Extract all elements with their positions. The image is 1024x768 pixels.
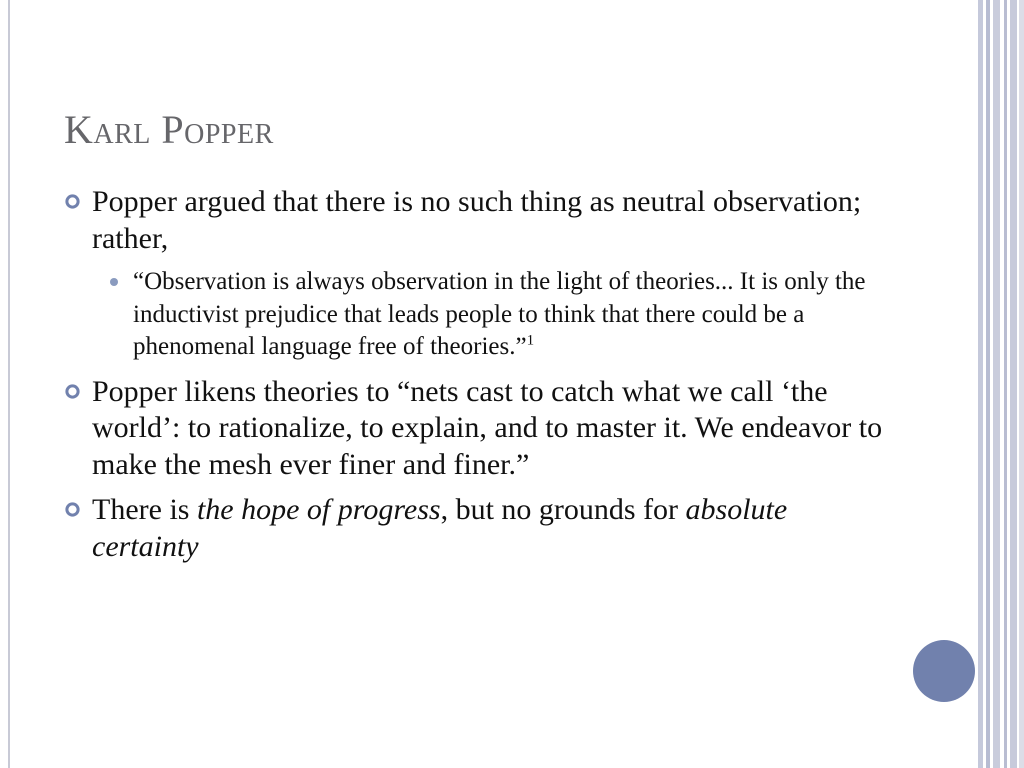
dot-bullet-icon — [110, 278, 118, 286]
left-border-line — [8, 0, 10, 768]
right-stripe — [1004, 0, 1007, 768]
right-stripe — [978, 0, 983, 768]
footnote-marker: 1 — [526, 332, 535, 349]
right-stripe — [1010, 0, 1017, 768]
emphasis-absolute-certainty: absolute certainty — [92, 493, 788, 563]
ring-bullet-icon — [64, 383, 81, 400]
slide-content — [64, 184, 884, 574]
right-stripe — [1019, 0, 1024, 768]
quote-text: “Observation is always observation in the light of theories... It is only the inductivist prejudice that leads people to think that there could be a phenomenal language free of theories.” — [133, 268, 866, 360]
right-stripe — [986, 0, 990, 768]
right-stripe — [993, 0, 1000, 768]
bullet-text-mid: , but no grounds for — [440, 493, 686, 526]
bullet-text-pre: There is — [92, 493, 197, 526]
ring-bullet-icon — [64, 501, 81, 518]
bullet-item — [64, 374, 884, 484]
sub-bullet-item — [92, 266, 884, 364]
right-decoration-band — [978, 0, 1024, 768]
bullet-text: Popper argued that there is no such thing as neutral observation; rather, — [92, 185, 862, 255]
bullet-item — [64, 184, 884, 257]
bullet-text: Popper likens theories to “nets cast to catch what we call ‘the world’: to rationalize, to explain, and to master it. We endeavor to make the mesh ever finer and finer.” — [92, 374, 883, 481]
ring-bullet-icon — [64, 193, 81, 210]
slide-title: Karl Popper — [64, 107, 274, 152]
bullet-item — [64, 492, 884, 565]
corner-circle-decoration — [913, 640, 975, 702]
emphasis-hope-of-progress: the hope of progress — [196, 493, 441, 526]
